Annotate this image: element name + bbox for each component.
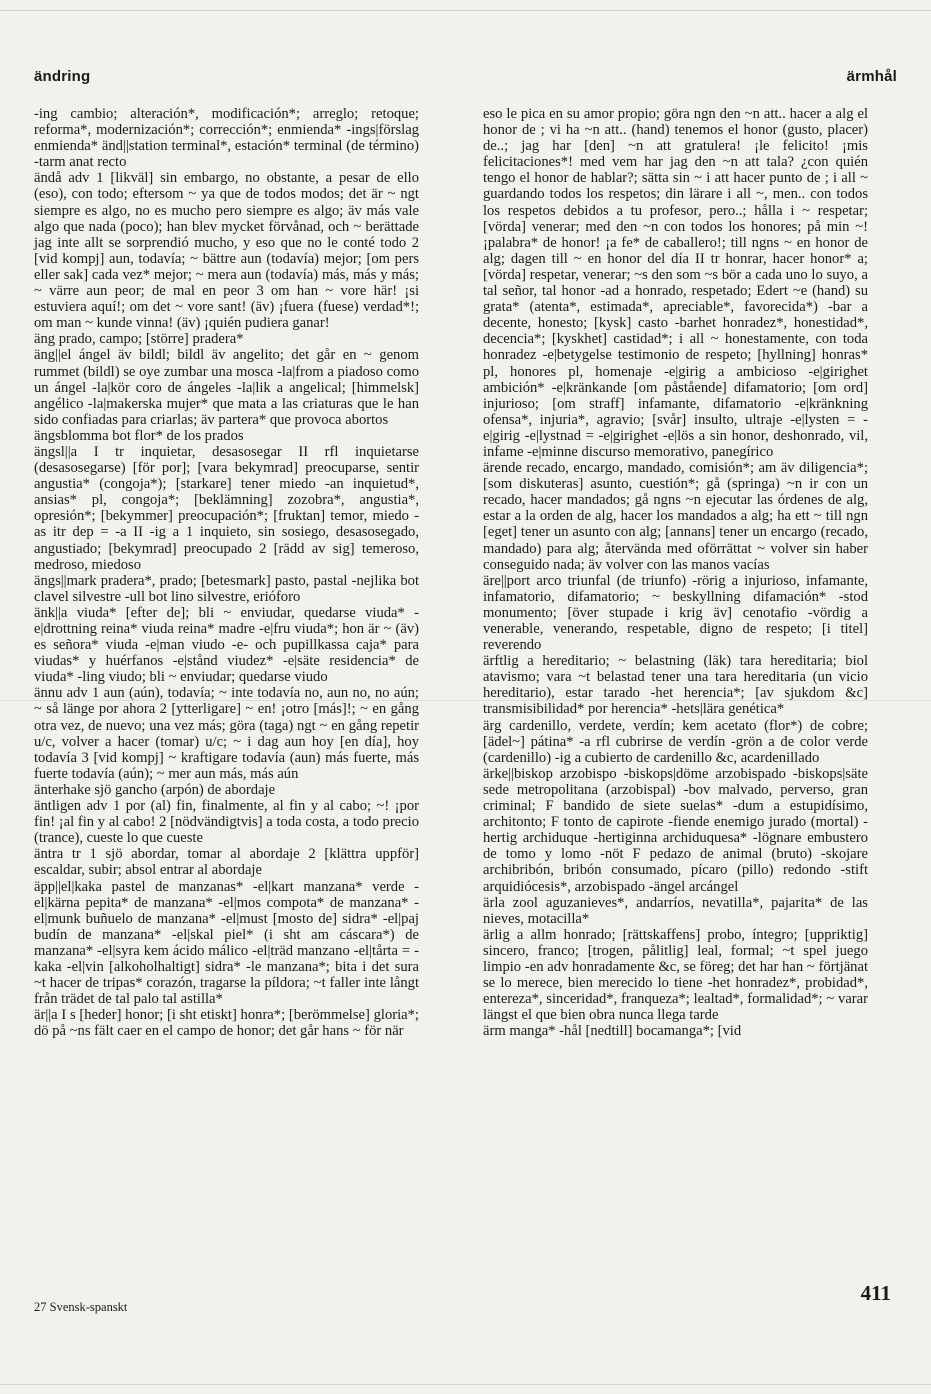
entry-text: ändå adv 1 [likväl] sin embargo, no obstante, a pesar de ello (eso), con todo; eftersom ~ ya que de todos modos; det är ~ ngt siempre es algo, no es mucho pero siempre es algo; äv más vale algo que nada (poco); han blev mycket förvånad, och ~ berättade jag inte allt se sorprendió mucho, y eso que no le conté todo 2 [vid kompj] aun, todavía; ~ bättre aun (todavía) mejor; [om pers eller sak] cada vez* mejor; ~ mera aun (todavía) más, más y más; ~ värre aun peor; de mal en peor 3 om han ~ vore här! ¡si estuviera aquí!; om det ~ vore sant! (äv) ¡fuera (fuese) verdad*!; om man ~ kunde vinna! (äv) ¡quién pudiera ganar! <box>34 170 419 332</box>
right-column <box>483 106 868 1039</box>
page-number: 411 <box>860 1281 891 1305</box>
entry-text: änterhake sjö gancho (arpón) de abordaje <box>34 781 276 798</box>
entry-text: äng prado, campo; [större] pradera* <box>34 331 244 348</box>
entry-text: ärende recado, encargo, mandado, comisión*; am äv diligencia*; [som diskuteras] asunto, cuestión*; gå (springa) ~n ir con un recado, hacer mandados; gå ngns ~n ejecutar las órdenes de alg, estar a la orden de alg, hacer los mandados a alg; ha ett ~ till ngn [eget] tener un asunto con alg; [annans] tener un encargo (recado, mandado) para alg; återvända med oförrättat ~ volver sin haber conseguido nada; äv volver con las manos vacías <box>483 460 868 573</box>
entry-text: äng||el ángel äv bildl; bildl äv angelito; det går en ~ genom rummet (bildl) se oye zumbar una mosca -la|from a piadoso como un ángel -la|kör coro de ángeles -la|lik a angelical; [himmelsk] angélico -la|makerska mujer* que mata a las criaturas que le han sido confiadas para criarlas; äv partera* que provoca abortos <box>34 347 419 428</box>
entry-text: är||a I s [heder] honor; [i sht etiskt] honra*; [berömmelse] gloria*; dö på ~ns fält caer en el campo de honor; det går hans ~ för när <box>34 1007 419 1040</box>
entry-text: eso le pica en su amor propio; göra ngn den ~n att.. hacer a alg el honor de ; vi ha ~n att.. (hand) tenemos el honor (gusto, placer) de..; jag har [den] ~n att gratulera! ¡le felicito! ¡mis felicitaciones*! med vem har jag den ~n att tala? ¿con quién tengo el honor de hablar?; sätta sin ~ i att hacer punto de ; i all ~ guardando todos los respetos; din lärare i all ~, men.. con todos los respetos debidos a tu profesor, pero..; hålla i ~ respetar; [vörda] venerar; med den ~n con todos los honores; på min ~! ¡palabra* de honor! ¡a fe* de caballero!; till ngns ~ en honor de alg; dagen till ~ en honor del día II tr honrar, hacer honor* a; [vörda] respetar, venerar; ~s den som ~s bör a cada uno lo suyo, a tal señor, tal honor -ad a honrado, respetado; Edert ~e (hand) su grata* (atenta*, estimada*, apreciable*, favorecida*) -bar a decente, honesto; [kysk] casto -barhet honradez*, honestidad*, decencia*; [kyskhet] castidad*; i all ~ honestamente, con toda honradez -e|betygelse testimonio de respeto; [hyllning] honras* pl, honores pl, homenaje -e|girig a ambicioso -e|girighet ambición* -e|kränkande [om påstående] difamatorio; [om ord] injurioso; [om straff] infamante, difamatorio -e|kränkning ofensa*, injuria*, agravio; [svår] insulto, ultraje -e|lysten = -e|girig -e|lystnad = -e|girighet -e|lös a sin honor, deshonrado, vil, infame -e|minne discurso memorativo, panegírico <box>483 106 868 460</box>
entry-text: änk||a viuda* [efter de]; bli ~ enviudar, quedarse viuda* -e|drottning reina* viuda reina* madre -e|fru viuda*; hon är ~ (äv) es señora* viuda -e|man viudo -e- och pupillkassa caja* para viudas* y huérfanos -e|stånd viudez* -e|säte residencia* de viuda* -ling viudo; bli ~ enviudar; quedarse viudo <box>34 604 419 686</box>
entry-text: äre||port arco triunfal (de triunfo) -rörig a injurioso, infamante, infamatorio, difamatorio; ~ beskyllning difamación* -stod monumento; [över stupade i krig äv] cenotafio -vördig a venerable, venerando, respetable, digno de respeto; [i titel] reverendo <box>483 572 868 654</box>
entry-text: ärm manga* -hål [nedtill] bocamanga*; [vid <box>483 1023 742 1040</box>
running-head-last-word: ärmhål <box>846 68 897 85</box>
entry-text: äntligen adv 1 por (al) fin, finalmente, al fin y al cabo; ~! ¡por fin! ¡al fin y al cabo! 2 [nödvändigtvis] a toda costa, a todo precio (trance), cueste lo que cueste <box>34 798 419 847</box>
left-column <box>34 106 419 1039</box>
entry-text: ärla zool aguzanieves*, andarríos, nevatilla*, pajarita* de las nieves, motacilla* <box>483 894 868 927</box>
entry-text: -ing cambio; alteración*, modificación*; arreglo; retoque; reforma*, modernización*; corrección*; enmienda* -ings|förslag enmienda* änd||station terminal*, estación* terminal (de término) -tarm anat recto <box>34 106 419 171</box>
printer-signature: 27 Svensk-spanskt <box>34 1300 128 1314</box>
entry-text: ärke||biskop arzobispo -biskops|döme arzobispado -biskops|säte sede metropolitana (arzobispal) -bov malvado, perverso, gran criminal; F bandido de siete suelas* -dum a estupidísimo, architonto; F tonto de capirote -fiende enemigo jurado (mortal) -hertig archiduque -hertiginna archiduquesa* -lögnare embustero de tomo y lomo -nöt F pedazo de animal (bruto) -skojare archibribón, bribón consumado, pícaro (pillo) redondo -stift arquidiócesis*, arzobispado -ängel arcángel <box>483 765 868 895</box>
entry-text: ängsblomma bot flor* de los prados <box>34 427 244 444</box>
entry-text: ängs||mark pradera*, prado; [betesmark] pasto, pastal -nejlika bot clavel silvestre -ull bot lino silvestre, erióforo <box>34 572 419 605</box>
entry-text: äntra tr 1 sjö abordar, tomar al abordaje 2 [klättra uppför] escaldar, subir; absol entrar al abordaje <box>34 846 419 879</box>
entry-text: ärftlig a hereditario; ~ belastning (läk) tara hereditaria; biol atavismo; vara ~t belastad tener una tara hereditaria (un vicio hereditario), estar tarado -het herencia*; [av sjukdom &c] transmisibilidad* por herencia* -hets|lära genética* <box>483 653 868 718</box>
running-head-first-word: ändring <box>34 68 91 85</box>
entry-text: ängsl||a I tr inquietar, desasosegar II rfl inquietarse (desasosegarse) [för por]; [vara bekymrad] preocuparse, sentir angustia* (congoja*); [starkare] tener miedo -an inquietud*, ansias* pl, congoja*; [beklämning] zozobra*, angustia*, opresión*; [bekymmer] preocupación*; [fruktan] temor, miedo -as itr dep = -a II -ig a 1 inquieto, sin sosiego, desasosegado, angustiado; [bekymrad] preocupado 2 [rädd av sig] temeroso, medroso, miedoso <box>34 443 419 573</box>
entry-text: ärlig a allm honrado; [rättskaffens] probo, íntegro; [uppriktig] sincero, franco; [trogen, pålitlig] leal, formal; ~t spel juego limpio -en adv honradamente &c, se föreg; det har han ~ förtjänat se lo merece, bien merecido lo tiene -het honradez*, probidad*, entereza*, sinceridad*, franqueza*; lealtad*, formalidad*; ~ varar längst el que bien obra nunca llega tarde <box>483 926 868 1024</box>
entry-text: ärg cardenillo, verdete, verdín; kem acetato (flor*) de cobre; [ädel~] pátina* -a rfl cubrirse de verdín -grön a de color verde (cardenillo) -ig a cubierto de cardenillo &c, acardenillado <box>483 717 868 766</box>
fold-line-top <box>0 10 931 11</box>
entry-text: äpp||el|kaka pastel de manzanas* -el|kart manzana* verde -el|kärna pepita* de manzana* -el|mos compota* de manzana* -el|munk buñuelo de manzana* -el|must [mosto de] sidra* -el|paj budín de manzana* -el|skal piel* (i sht am cáscara*) de manzana* -el|syra kem ácido málico -el|träd manzano -el|tårta = -kaka -el|vin [alkoholhaltigt] sidra* -le manzana*; bita i det sura ~t hacer de tripas* corazón, tragarse la píldora; ~t faller inte långt från trädet de tal palo tal astilla* <box>34 878 419 1008</box>
entry-text: ännu adv 1 aun (aún), todavía; ~ inte todavía no, aun no, no aún; ~ så länge por ahora 2 [ytterligare] ~ en! ¡otro [más]!; ~ en gång otra vez, de nuevo; una vez más; göra (taga) ngt ~ en gång repetir u/c, volver a hacer (tomar) u/c; ~ i dag aun hoy [en día], hoy todavía 3 [vid kompj] ~ kraftigare todavía (aun) más fuerte, más fuerte todavía (aún); ~ mer aun más, más aún <box>34 685 419 782</box>
fold-line-bottom <box>0 1384 931 1385</box>
